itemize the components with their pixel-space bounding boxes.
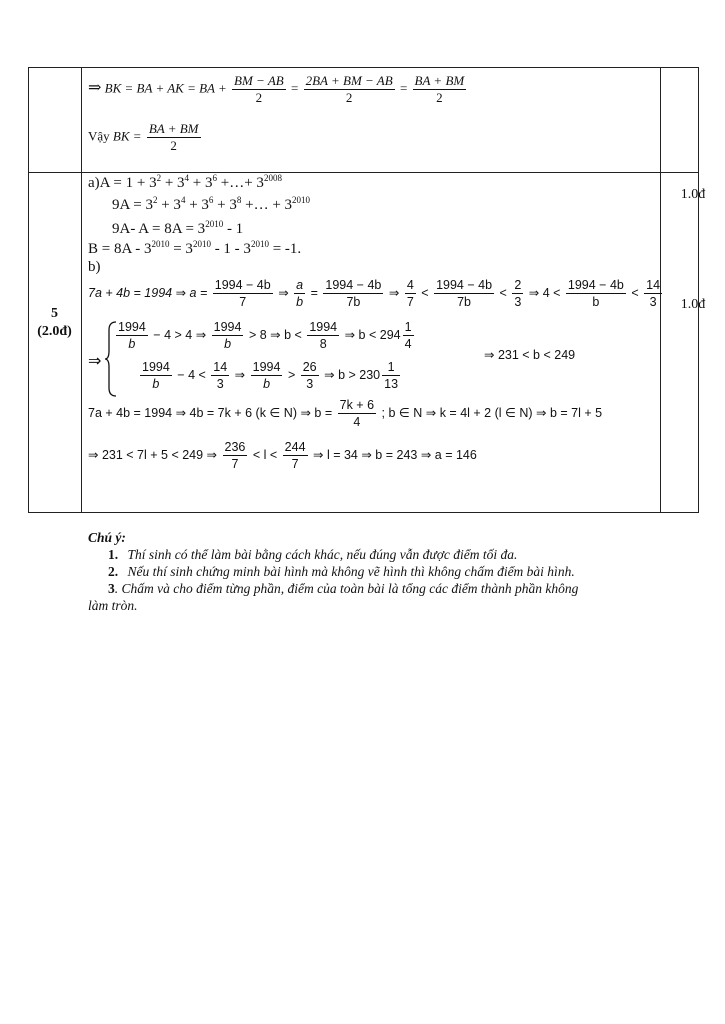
fraction: $\frac{4}{7}$ [406,278,414,309]
bk-derivation: ⇒ BK = BA + AK = BA + $\frac{BM - AB}{2}$ = $\frac{2BA + BM - AB}{2}$ = $\frac{BA + BM}{2}$ [88,73,465,105]
bk-expression: BK = BA + AK = BA + [104,80,227,96]
fraction: $\frac{1}{4}$ [404,320,412,351]
note-3: 3. Chấm và cho điểm từng phần, điểm của toàn bài là tổng các điểm thành phần không [108,581,579,596]
fraction: $\frac{1994 - 4b}{7b}$ [436,278,493,309]
answer-table [28,67,706,513]
fraction: $\frac{2BA + BM - AB}{2}$ [305,73,393,105]
fraction: $\frac{1994}{b}$ [118,320,146,351]
table-border-right [698,67,699,513]
fraction: $\frac{1994}{b}$ [142,360,170,391]
fraction: $\frac{7k + 6}{4}$ [339,398,375,429]
fraction: $\frac{1994}{8}$ [309,320,338,351]
fraction: $\frac{BA + BM}{2}$ [148,121,199,153]
vay-label: Vậy [88,128,110,144]
fraction: $\frac{236}{7}$ [224,440,246,471]
part-b-line-3: 7a + 4b = 1994 ⇒ 4b = 7k + 6 (k ∈ N) ⇒ b = $\frac{7k + 6}{4}$ ; b ∈ N ⇒ k = 4l + 2 (l ∈ N) ⇒ b = 7l + 5 [88,398,603,429]
implies-symbol: ⇒ [88,79,102,97]
fraction: $\frac{1994}{b}$ [213,320,242,351]
note-3-continued: làm tròn. [88,598,138,613]
fraction: $\frac{1994}{b}$ [252,360,281,391]
question-number-cell [28,305,81,341]
fraction: $\frac{1994 - 4b}{b}$ [567,278,624,309]
system-row-2: $\frac{1994}{b}$ − 4 < $\frac{14}{3}$ ⇒ $\frac{1994}{b}$ > $\frac{26}{3}$ ⇒ b > 230 $\frac{1}{13}$ [142,360,399,391]
table-border-top [28,67,699,68]
part-a-line-4: $B = 8A - 3^{2010} = 3^{2010} - 1 - 3^{2010} = -1$. [88,239,302,257]
score-part-b: 1.0đ [680,297,706,312]
table-border-bottom [28,512,699,513]
fraction: $\frac{14}{3}$ [213,360,228,391]
fraction: $\frac{26}{3}$ [302,360,317,391]
part-b-line-1: 7a + 4b = 1994 ⇒ a = $\frac{1994 - 4b}{7}$ ⇒ $\frac{a}{b}$ = $\frac{1994 - 4b}{7b}$ ⇒ $\frac{4}{7}$ < $\frac{1994 - 4b}{7b}$ < $\frac{2}{3}$ ⇒ 4 < $\frac{1994 - 4b}{b}$ < $\frac{14}{3}$ [88,278,661,309]
fraction: $\frac{BM - AB}{2}$ [234,73,284,105]
fraction: $\frac{1994 - 4b}{7b}$ [325,278,382,309]
part-a-line-3: 9A- $A = 8A = 3^{2010} - 1$ [112,219,244,237]
fraction: $\frac{a}{b}$ [296,278,304,309]
part-a-line-1: $a)A = 1 + 3^2 + 3^4 + 3^6$ +…+ $3^{2008}$ [88,173,282,191]
fraction: $\frac{2}{3}$ [514,278,522,309]
fraction: $\frac{244}{7}$ [284,440,306,471]
fraction: $\frac{1994 - 4b}{7}$ [214,278,271,309]
bk-conclusion: Vậy BK = $\frac{BA + BM}{2}$ [88,121,199,153]
implies-symbol: ⇒ [88,353,102,370]
part-b-line-4: ⇒ 231 < 7l + 5 < 249 ⇒ $\frac{236}{7}$ < l < $\frac{244}{7}$ ⇒ l = 34 ⇒ b = 243 ⇒ a = 146 [88,440,477,471]
fraction: $\frac{1}{13}$ [384,360,399,391]
row-divider [28,172,699,173]
fraction: $\frac{14}{3}$ [646,278,661,309]
notes-title: Chú ý: [88,530,126,545]
question-points: (2.0đ) [37,324,72,339]
fraction: $\frac{BA + BM}{2}$ [414,73,465,105]
score-part-a: 1.0đ [680,187,706,202]
question-number: 5 [51,306,58,321]
part-a-line-2: $9A = 3^2 + 3^4 + 3^6 + 3^8$ +… + $3^{2010}$ [112,195,311,213]
part-b-label: b) [88,259,101,275]
table-border-left [28,67,29,513]
system-row-1: $\frac{1994}{b}$ − 4 > 4 ⇒ $\frac{1994}{b}$ > 8 ⇒ b < $\frac{1994}{8}$ ⇒ b < 294 $\frac{1}{4}$ [118,320,412,351]
system-result: ⇒ 231 < b < 249 [484,348,576,362]
note-2: 2. Nếu thí sinh chứng minh bài hình mà không vẽ hình thì không chấm điểm bài hình. [108,564,575,579]
column-divider-1 [81,67,82,513]
note-1: 1. Thí sinh có thể làm bài bằng cách khác, nếu đúng vẫn được điểm tối đa. [108,547,518,562]
